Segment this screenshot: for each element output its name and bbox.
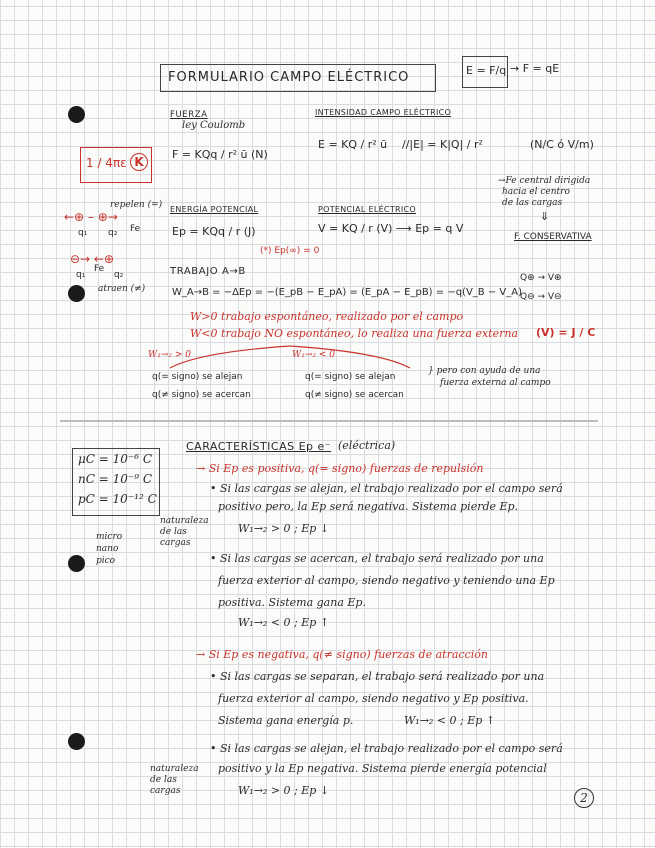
prefix-label-nano: nano — [96, 544, 119, 554]
w-positive: W>0 trabajo espontáneo, realizado por el campo — [190, 310, 464, 323]
neg-b2-eq: W₁→₂ > 0 ; Ep ↓ — [238, 784, 330, 797]
potencial-formula: V = KQ / r (V) ⟶ Ep = q V — [318, 222, 464, 235]
neg-title: → Si Ep es negativa, q(≠ signo) fuerzas de atracción — [196, 648, 488, 661]
fuerza-sub: ley Coulomb — [182, 120, 246, 131]
right-case-2: q(≠ signo) se acercan — [305, 390, 404, 400]
page-number: 2 — [574, 788, 594, 808]
note-line3: de las cargas — [502, 198, 563, 208]
v-unit-eq: (V) = J / C — [536, 326, 596, 339]
pos-b2-l3: positiva. Sistema gana Ep. — [218, 596, 366, 609]
intensidad-heading: INTENSIDAD CAMPO ELÉCTRICO — [315, 108, 452, 117]
intensidad-formula-mod: //|E| = K|Q| / r² — [402, 138, 483, 151]
top-formula: E = F/q — [466, 64, 507, 77]
neg-b1-l3: Sistema gana energía p. — [218, 714, 354, 727]
side-note-2: naturaleza de las cargas — [150, 764, 199, 796]
neg-b2-l1: • Si las cargas se alejan, el trabajo realizado por el campo será — [210, 742, 563, 755]
energia-note: (*) Ep(∞) = 0 — [260, 246, 320, 256]
binder-hole — [68, 106, 85, 123]
fe-b-label: Fe — [94, 264, 105, 274]
neg-b1-eq: W₁→₂ < 0 ; Ep ↑ — [404, 714, 496, 727]
attract-label: atraen (≠) — [98, 284, 146, 294]
w-right-label: W₁→₂ < 0 — [292, 350, 335, 360]
charge-row-attract: ⊖→ ←⊕ — [70, 252, 115, 266]
repel-label: repelen (=) — [110, 200, 163, 210]
note-arrow: ⇓ — [540, 210, 550, 223]
w-negative: W<0 trabajo NO espontáneo, lo realiza una fuerza externa — [190, 327, 519, 340]
q2b-label: q₂ — [114, 270, 124, 280]
prefix-nano: nC = 10⁻⁹ C — [78, 472, 153, 486]
fuerza-heading: FUERZA — [170, 110, 208, 120]
binder-hole — [68, 285, 85, 302]
pos-b2-l1: • Si las cargas se acercan, el trabajo será realizado por una — [210, 552, 544, 565]
conservativa-label: F. CONSERVATIVA — [514, 232, 592, 242]
note-line1: →Fe central dirigida — [498, 176, 591, 186]
binder-hole — [68, 733, 85, 750]
pos-title: → Si Ep es positiva, q(= signo) fuerzas de repulsión — [196, 462, 484, 475]
fe-a-label: Fe — [130, 224, 141, 234]
energia-heading: ENERGÍA POTENCIAL — [170, 205, 259, 214]
note-line2: hacia el centro — [502, 187, 570, 197]
trabajo-formula: W_A→B = −ΔEp = −(E_pB − E_pA) = (E_pA − E_pB) = −q(V_B − V_A) — [172, 287, 522, 298]
potencial-heading: POTENCIAL ELÉCTRICO — [318, 205, 417, 214]
page-title: FORMULARIO CAMPO ELÉCTRICO — [168, 70, 410, 85]
binder-hole — [68, 555, 85, 572]
fuerza-formula: F = KQq / r² ū (N) — [172, 148, 268, 161]
pos-b1-l1: • Si las cargas se alejan, el trabajo realizado por el campo será — [210, 482, 563, 495]
w-left-label: W₁→₂ > 0 — [148, 350, 191, 360]
constant-expr: 1 / 4πε — [86, 156, 127, 170]
prefix-pico: pC = 10⁻¹² C — [78, 492, 157, 506]
neg-b1-l1: • Si las cargas se separan, el trabajo será realizado por una — [210, 670, 545, 683]
side-note-1: naturaleza de las cargas — [160, 516, 209, 548]
q1b-label: q₁ — [76, 270, 86, 280]
energia-formula: Ep = KQq / r (J) — [172, 225, 256, 238]
right-case-1: q(= signo) se alejan — [305, 372, 396, 382]
q2a-label: q₂ — [108, 228, 118, 238]
intensidad-formula: E = KQ / r² ū — [318, 138, 388, 151]
case-arrows-icon — [140, 344, 440, 374]
prefix-label-micro: micro — [96, 532, 123, 542]
prefix-label-pico: pico — [96, 556, 116, 566]
prefix-micro: μC = 10⁻⁶ C — [78, 452, 153, 466]
neg-b1-l2: fuerza exterior al campo, siendo negativo y Ep positiva. — [218, 692, 529, 705]
top-formula-tail: → F = qE — [510, 62, 560, 75]
trabajo-right2: Q⊖ → V⊖ — [520, 292, 562, 302]
constant-k-symbol: K — [130, 153, 148, 171]
caracteristicas-heading-tail: (eléctrica) — [338, 439, 396, 452]
pos-b1-l2: positivo pero, la Ep será negativa. Sistema pierde Ep. — [218, 500, 519, 513]
q1a-label: q₁ — [78, 228, 88, 238]
trabajo-right1: Q⊕ → V⊕ — [520, 273, 562, 283]
section-divider — [60, 420, 598, 422]
trabajo-heading: TRABAJO A→B — [170, 266, 246, 277]
brace-note-2: fuerza externa al campo — [440, 378, 551, 388]
left-case-2: q(≠ signo) se acercan — [152, 390, 251, 400]
pos-b2-eq: W₁→₂ < 0 ; Ep ↑ — [238, 616, 330, 629]
neg-b2-l2: positivo y la Ep negativa. Sistema pierde energía potencial — [218, 762, 547, 775]
pos-b1-eq: W₁→₂ > 0 ; Ep ↓ — [238, 522, 330, 535]
intensidad-units: (N/C ó V/m) — [530, 138, 594, 151]
pos-b2-l2: fuerza exterior al campo, siendo negativo y teniendo una Ep — [218, 574, 555, 587]
left-case-1: q(= signo) se alejan — [152, 372, 243, 382]
brace-note-1: } pero con ayuda de una — [428, 366, 541, 376]
caracteristicas-heading: CARACTERÍSTICAS Ep e⁻ — [186, 440, 332, 453]
charge-row-repel: ←⊕ – ⊕→ — [64, 210, 118, 224]
